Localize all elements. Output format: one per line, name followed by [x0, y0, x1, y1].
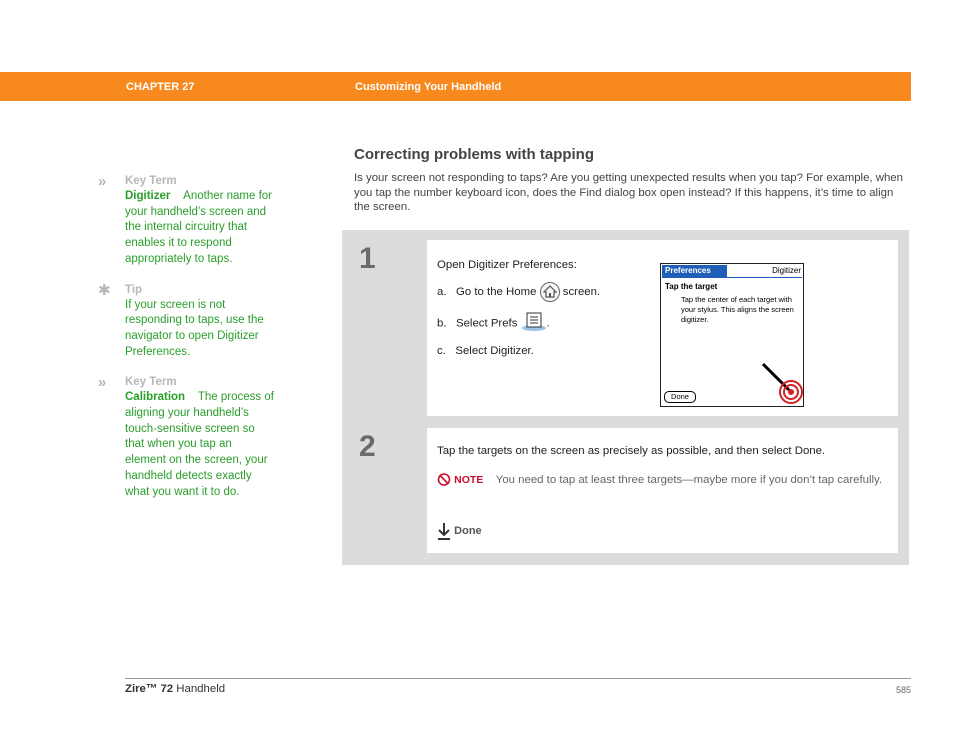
- digitizer-screen-illustration: [660, 263, 804, 407]
- done-label: Done: [454, 525, 482, 538]
- key-term-heading: Key Term: [125, 376, 177, 389]
- chapter-title: Customizing Your Handheld: [355, 81, 502, 93]
- key-term-definition: The process of aligning your handheld’s touch-sensitive screen so that when you tap an element on the screen, your handheld detects exactly what you want it to do.: [125, 391, 274, 498]
- step-2: [353, 428, 898, 553]
- double-chevron-icon: »: [98, 173, 107, 190]
- step-body: [427, 428, 898, 553]
- key-term-body: [125, 390, 275, 500]
- section-title: Correcting problems with tapping: [354, 146, 595, 163]
- substep-text: Select Digitizer.: [455, 345, 534, 357]
- palm-panel-name: Digitizer: [772, 266, 801, 275]
- footer-product-name: Zire™ 72: [125, 683, 174, 695]
- key-term-definition: Another name for your handheld’s screen and the internal circuitry that enables it to respond appropriately to taps.: [125, 190, 273, 265]
- step-number: 2: [359, 430, 376, 463]
- substep-text: Select Prefs: [456, 317, 518, 330]
- home-icon: [540, 282, 560, 302]
- step-number-cell: [353, 428, 427, 553]
- double-chevron-icon: »: [98, 374, 107, 392]
- palm-done-button: Done: [664, 391, 696, 403]
- substep-text-post: screen.: [562, 286, 601, 299]
- substep-c: [437, 345, 534, 357]
- palm-title-underline: [662, 277, 802, 278]
- step-1: [353, 240, 898, 416]
- chapter-number: CHAPTER 27: [126, 81, 195, 93]
- page-number: 585: [895, 685, 911, 695]
- key-term-word: Calibration: [125, 391, 186, 404]
- chapter-header-bar: [0, 72, 911, 101]
- tip-text: If your screen is not responding to taps, use the navigator to open Digitizer Preferences.: [125, 298, 264, 358]
- palm-instructions: Tap the center of each target with your stylus. This aligns the screen digitizer.: [681, 295, 794, 324]
- note-icon: [437, 473, 451, 486]
- palm-preferences-tab: Preferences: [662, 265, 727, 277]
- asterisk-icon: ✱: [98, 281, 111, 299]
- tip-block: [98, 283, 278, 361]
- substep-text: Go to the Home: [456, 286, 537, 299]
- key-term-heading: Key Term: [125, 175, 177, 187]
- step-text: Tap the targets on the screen as precisely as possible, and then select Done.: [437, 445, 826, 457]
- step-number: 1: [359, 242, 376, 275]
- substep-label: b.: [437, 317, 447, 330]
- substep-label: c.: [437, 345, 446, 357]
- tip-heading: Tip: [125, 283, 143, 296]
- key-term-body: [125, 189, 275, 268]
- arrow-down-icon: [437, 522, 451, 540]
- substep-a: [437, 282, 600, 302]
- done-indicator: [437, 522, 482, 540]
- note-text: You need to tap at least three targets—maybe more if you don’t tap carefully.: [495, 474, 883, 486]
- steps-panel: [342, 230, 909, 565]
- footer-divider: [125, 678, 911, 679]
- note-label: NOTE: [454, 474, 484, 486]
- footer-product-suffix: Handheld: [173, 683, 226, 695]
- step-number-cell: [353, 240, 427, 416]
- footer-product: [125, 683, 225, 695]
- key-term-calibration: [98, 375, 278, 500]
- step-body: [427, 240, 898, 416]
- substep-label: a.: [437, 286, 447, 299]
- palm-heading: Tap the target: [665, 282, 718, 291]
- section-intro: Is your screen not responding to taps? Are you getting unexpected results when you tap? For example, when you tap the number keyboard icon, does the Find dialog box open instead? If this happens, it’s time to align the screen.: [354, 172, 903, 214]
- key-term-digitizer: [98, 174, 278, 268]
- key-term-word: Digitizer: [125, 190, 171, 202]
- stylus-target-icon: [761, 362, 803, 406]
- sidebar: [98, 174, 278, 515]
- substep-b: [437, 312, 550, 335]
- note-block: [437, 473, 892, 488]
- substep-text-post: .: [546, 317, 550, 330]
- step-lead: Open Digitizer Preferences:: [437, 259, 577, 271]
- prefs-icon: [521, 312, 547, 335]
